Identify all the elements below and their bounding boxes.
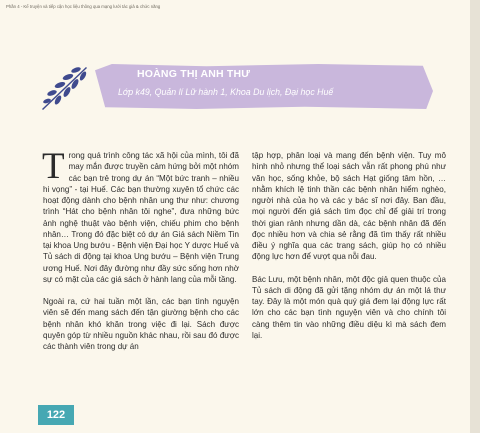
- article-column-right: [252, 150, 446, 341]
- article-paragraph: Bác Lưu, một bệnh nhân, một độc giả quen thuộc của Tủ sách di động đã gửi tặng nhóm dự án một lá thư tay. Đây là một món quà quý giá đem lại động lực rất lớn cho các bạn tình nguyện viên và cho chính tôi càng thêm tin vào những điều diệu kì mà sách đem lại.: [252, 274, 446, 340]
- drop-cap: T: [42, 146, 65, 187]
- article-paragraph: tập hợp, phân loại và mang đến bệnh viện. Tuy mô hình nhỏ nhưng thể loại sách vẫn rất phong phú như văn học, sống khỏe, bộ sách Hạt giống tâm hồn, … nhằm khích lệ tinh thần các bệnh nhân hiểm nghèo, người nhà của họ và các y bác sĩ nơi đây. Ban đầu, mọi người đến giá sách tìm đọc chỉ để giải trí trong thời gian rảnh nhưng dần dà, các bệnh nhân đã đến đọc nhiều hơn và chia sẻ rằng đã tìm thấy rất nhiều điều ý nghĩa qua các trang sách, giúp họ có nhiều động lực hơn để vượt qua nỗi đau.: [252, 151, 446, 262]
- running-header: Phần 4 - Kể truyện và tiếp cận học liệu thông qua mạng lưới tác giả & chức năng: [6, 4, 161, 9]
- author-name: HOÀNG THỊ ANH THƯ: [137, 68, 251, 80]
- article-column-left: [42, 146, 239, 353]
- leaf-icon: [38, 63, 94, 111]
- page-edge: [470, 0, 480, 433]
- author-affiliation: Lớp k49, Quản lí Lữ hành 1, Khoa Du lịch, Đại học Huế: [118, 87, 334, 97]
- page-number: 122: [38, 405, 74, 425]
- article-paragraph: Ngoài ra, cứ hai tuần một lần, các bạn tình nguyện viên sẽ đến mang sách đến tận giường bệnh cho các bệnh nhân khó khăn trong việc đi lại. Sách được quyên góp từ nhiều nguồn khác nhau, rồi sau đó được các thành viên trong dự án: [43, 297, 239, 352]
- article-paragraph: [42, 146, 239, 285]
- paragraph-text: rong quá trình công tác xã hội của mình, tôi đã may mắn được truyền cảm hứng bởi một nhóm các bạn trẻ trong dự án “Một bức tranh – nhiều hi vọng” - tại Huế. Các bạn thường xuyên tổ chức các hoạt động dành cho bệnh nhân ung thư như: chương trình “Hát cho bệnh nhân tôi nghe”, đưa những bức ảnh nghệ thuật vào bệnh viện, chiếu phim cho bệnh nhân… Trong đó đặc biệt có dự án Giá sách Niềm Tin tại khoa Ung bướu - Bệnh viện Đại học Y dược Huế và Tủ sách di động tại khoa Ung bướu – Bệnh viện Trung ương Huế. Nơi đây đường như đầy sức sống hơn nhờ sự có mặt của các giá sách ở hành lang của mỗi tầng.: [43, 151, 239, 284]
